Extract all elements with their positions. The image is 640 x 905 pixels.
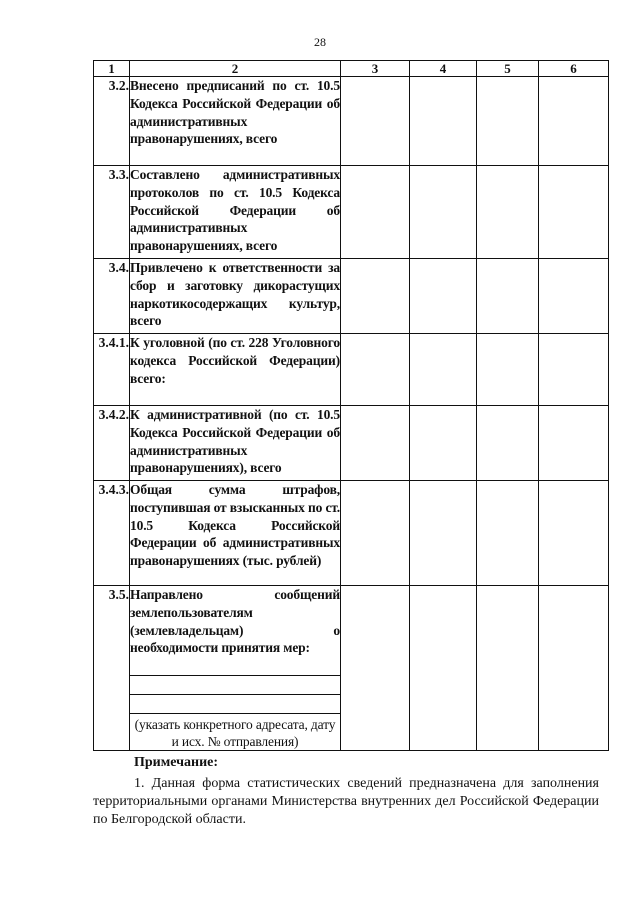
row-number: 3.5.	[94, 586, 130, 751]
row-description: К административной (по ст. 10.5 Кодекса Российской Федерации об административных правонарушениях), всего	[130, 406, 341, 481]
table-header-row	[94, 61, 609, 77]
value-cell	[410, 77, 477, 166]
table-row	[94, 406, 609, 481]
table-row	[94, 259, 609, 334]
fill-in-line	[130, 657, 340, 676]
value-cell	[477, 259, 539, 334]
fill-in-line	[130, 695, 340, 714]
table-row	[94, 334, 609, 406]
row-description: Привлечено к ответственности за сбор и заготовку дикорастущих наркотикосодержащих культур, всего	[130, 259, 341, 334]
value-cell	[410, 166, 477, 259]
value-cell	[539, 334, 609, 406]
value-cell	[539, 259, 609, 334]
value-cell	[341, 586, 410, 751]
statistics-table	[93, 60, 609, 751]
value-cell	[341, 406, 410, 481]
value-cell	[477, 586, 539, 751]
table-row	[94, 586, 609, 751]
note-text: 1. Данная форма статистических сведений предназначена для заполнения территориальными органами Министерства внутренних дел Российской Федерации по Белгородской области.	[93, 776, 599, 827]
fill-in-hint: (указать конкретного адресата, дату и исх. № отправления)	[134, 717, 336, 750]
column-header: 4	[410, 61, 477, 77]
row-number: 3.4.3.	[94, 481, 130, 586]
row-description: Внесено предписаний по ст. 10.5 Кодекса Российской Федерации об административных правонарушениях, всего	[130, 77, 341, 166]
value-cell	[477, 166, 539, 259]
value-cell	[410, 334, 477, 406]
column-header: 6	[539, 61, 609, 77]
value-cell	[410, 406, 477, 481]
row-description: Составлено административных протоколов по ст. 10.5 Кодекса Российской Федерации об административных правонарушениях, всего	[130, 166, 341, 259]
row-description: Общая сумма штрафов, поступившая от взысканных по ст. 10.5 Кодекса Российской Федерации об административных правонарушениях (тыс. рублей)	[130, 481, 341, 586]
table-row	[94, 77, 609, 166]
row-description: Направлено сообщений землепользователям (землевладельцам) о необходимости принятия мер:	[130, 587, 340, 656]
value-cell	[477, 481, 539, 586]
value-cell	[477, 406, 539, 481]
row-number: 3.3.	[94, 166, 130, 259]
value-cell	[539, 481, 609, 586]
column-header: 2	[130, 61, 341, 77]
value-cell	[410, 481, 477, 586]
column-header: 1	[94, 61, 130, 77]
value-cell	[341, 259, 410, 334]
value-cell	[477, 77, 539, 166]
value-cell	[341, 334, 410, 406]
page-number: 28	[314, 35, 326, 49]
column-header: 5	[477, 61, 539, 77]
fill-in-line	[130, 676, 340, 695]
note-title: Примечание:	[134, 755, 219, 770]
row-description: К уголовной (по ст. 228 Уголовного кодекса Российской Федерации) всего:	[130, 334, 341, 406]
value-cell	[539, 166, 609, 259]
value-cell	[341, 166, 410, 259]
value-cell	[341, 481, 410, 586]
value-cell	[539, 406, 609, 481]
value-cell	[341, 77, 410, 166]
value-cell	[410, 586, 477, 751]
value-cell	[539, 586, 609, 751]
table-row	[94, 481, 609, 586]
row-number: 3.4.1.	[94, 334, 130, 406]
note-section	[93, 754, 599, 829]
value-cell	[410, 259, 477, 334]
row-number: 3.4.2.	[94, 406, 130, 481]
row-number: 3.4.	[94, 259, 130, 334]
table-row	[94, 166, 609, 259]
row-number: 3.2.	[94, 77, 130, 166]
column-header: 3	[341, 61, 410, 77]
row-description-with-fill-in	[130, 586, 341, 751]
value-cell	[477, 334, 539, 406]
value-cell	[539, 77, 609, 166]
